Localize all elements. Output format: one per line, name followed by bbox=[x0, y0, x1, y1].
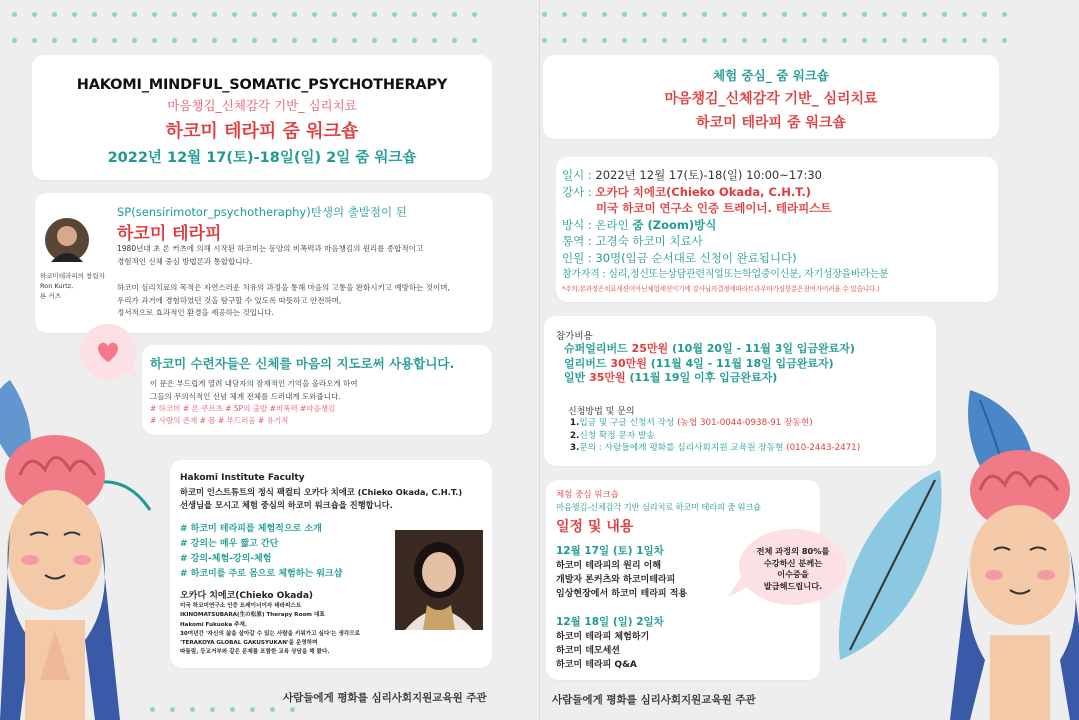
right-poster bbox=[540, 0, 1079, 720]
day2-heading: 12월 18일 (일) 2일차 bbox=[556, 616, 664, 628]
title-kr: 하코미 테라피 줌 워크숍 bbox=[165, 121, 359, 142]
faculty-heading: Hakomi Institute Faculty bbox=[180, 473, 305, 483]
apply-step: 2.신청 확정 문자 발송 bbox=[570, 430, 655, 441]
fees-list bbox=[564, 342, 855, 386]
faculty-bio: 미국 하코미연구소 인증 트레이너이자 테라피스트 IKINOMATSUBARA(生の松原) Therapy Room 대표 Hakomi Fukuoka 주재. 30여년간 '자신의 삶을 살아갈 수 있는 사람을 키워가고 싶다'는 생각으로 'TERAKOYA GLOBAL GAKUSYUKAN'을 운영하며 따돌림, 등교거부와 같은 문제를 포함한 교육 상담을 해 왔다. bbox=[180, 603, 361, 656]
hashtags: # 하코미 # 론 쿠르츠 # SP의 출발 #비폭력 #마음챙김 # 사랑의 존재 # 몸 # 부드러움 # 유기적 bbox=[150, 404, 336, 425]
header-card bbox=[32, 55, 492, 180]
day2-items: 하코미 테라피 체험하기 하코미 데모세션 하코미 테라피 Q&A bbox=[556, 632, 650, 670]
founder-caption: 하코미테라피의 창립자 Ron Kurtz, 론 커츠 bbox=[40, 272, 105, 300]
fees-card bbox=[544, 316, 936, 466]
intro-para1: 1980년대 초 론 커츠에 의해 시작된 하코미는 동양의 비폭력과 마음챙김의 원리를 종합적이고 경험적인 신체 중심 방법론과 통합합니다. bbox=[117, 244, 424, 266]
header-line1: 체험 중심_ 줌 워크숍 bbox=[713, 68, 829, 83]
date-line: 2022년 12월 17(토)-18일(일) 2일 줌 워크숍 bbox=[107, 150, 417, 166]
info-qualification: 참가자격 : 심리,정신또는상담관련직업또는학업중이신분, 자기성장을바라는분 bbox=[562, 268, 889, 280]
header-card bbox=[543, 55, 999, 139]
apply-steps bbox=[570, 417, 860, 455]
practitioners-text: 이 문은 부드럽게 열려 내담자의 잠재적인 기억을 올라오게 하여 그들의 무의식적인 신념 체계 전체를 드러내게 도와줍니다. bbox=[150, 379, 358, 401]
subtitle: 마음챙김_신체감각 기반_ 심리치료 bbox=[167, 98, 357, 113]
left-poster bbox=[0, 0, 539, 720]
decor-dots bbox=[540, 38, 1007, 43]
info-instructor2: 미국 하코미 연구소 인증 트레이너. 테라피스트 bbox=[596, 201, 832, 216]
decor-dots bbox=[540, 12, 1007, 17]
footer-organizer: 사람들에게 평화를 심리사회지원교육원 주관 bbox=[552, 694, 756, 706]
intro-heading-en: SP(sensirimotor_psychotheraphy)탄생의 출발점이 된 bbox=[117, 205, 407, 219]
practitioners-card bbox=[142, 345, 492, 435]
info-method: 줌 (Zoom)방식 bbox=[632, 217, 717, 232]
apply-step: 3.문의 : 사람들에게 평화를 심리사회지원 교육원 장동현 (010-2443-2471) bbox=[570, 443, 861, 453]
schedule-label2: 마음챙김-신체감각 기반 심리치료 하코미 테라피 줌 워크숍 bbox=[556, 502, 761, 512]
info-date: 2022년 12월 17(토)-18(일) 10:00~17:30 bbox=[595, 168, 822, 182]
info-instructor: 오카다 치에코(Chieko Okada, C.H.T.) bbox=[595, 184, 812, 199]
day1-items: 하코미 테라피의 원리 이해 개발자 론커츠와 하코미테라피 임상현장에서 하코미 테라피 적용 bbox=[556, 561, 688, 599]
apply-title: 신청방법 및 문의 bbox=[568, 407, 635, 417]
apply-step: 1.입금 및 구글 신청서 작성 (농협 301-0044-0938-91 장동현) bbox=[570, 418, 813, 428]
leaf-decoration bbox=[830, 470, 950, 670]
schedule-title: 일정 및 내용 bbox=[556, 519, 634, 535]
faculty-card bbox=[170, 460, 492, 668]
info-card bbox=[556, 157, 998, 302]
faculty-desc: 하코미 인스트튜트의 정식 팩컬티 오카다 치에코 (Chieko Okada, C.H.T.) 선생님을 모시고 체험 중심의 하코미 워크숍을 진행합니다. bbox=[180, 487, 463, 510]
fee-row: 슈퍼얼리버드 25만원 (10월 20일 - 11월 3일 입금완료자) bbox=[564, 342, 855, 355]
header-line3: 하코미 테라피 줌 워크숍 bbox=[696, 115, 846, 131]
decor-dots bbox=[12, 12, 477, 17]
fee-row: 얼리버드 30만원 (11월 4일 - 11월 18일 입금완료자) bbox=[564, 356, 834, 370]
meditating-woman-illustration bbox=[0, 380, 160, 720]
header-line2: 마음챙김_신체감각 기반_ 심리치료 bbox=[664, 91, 878, 107]
intro-card bbox=[35, 193, 493, 333]
certificate-note: 전체 과정의 80%를 수강하신 분께는 이수증을 발급해드립니다. bbox=[756, 546, 830, 591]
day1-heading: 12월 17일 (토) 1일차 bbox=[556, 545, 664, 557]
intro-heading-kr: 하코미 테라피 bbox=[117, 224, 222, 244]
info-list: 일시 : 2022년 12월 17(토)-18(일) 10:00~17:30 강사 : 오카다 치에코(Chieko Okada, C.H.T.) 미국 하코미 연구소 인증 트레이너. 테라피스트 방식 : 온라인 줌 (Zoom)방식 통역 : 고경숙 하코미 치료사 인원 : 30명(입금 순서대로 신청이 완료됩니다) 참가자격 : 심리,정신또는상담관련직업또는학업중이신분, 자기성장을바라는분 *주의:본과정은치료세션이아닌체험세션이기에 강사님의결정에따라트라우마가심한분은참여가어려울 수 있습니다.) bbox=[562, 168, 889, 294]
founder-photo bbox=[45, 218, 89, 262]
practitioners-heading: 하코미 수련자들은 신체를 마음의 지도로써 사용합니다. bbox=[150, 356, 455, 371]
faculty-points: # 하코미 테라피를 체험적으로 소개 # 강의는 매우 짧고 간단 # 강의-체험-강의-체험 # 하코미를 주로 몸으로 체험하는 워크샵 bbox=[180, 524, 343, 579]
info-translation: 통역 : 고경숙 하코미 치료사 bbox=[562, 234, 703, 249]
info-note: *주의:본과정은치료세션이아닌체험세션이기에 강사님의결정에따라트라우마가심한분은참여가어려울 수 있습니다.) bbox=[562, 285, 880, 294]
fee-row: 일반 35만원 (11월 19일 이후 입금완료자) bbox=[564, 371, 778, 384]
info-capacity: 인원 : 30명(입금 순서대로 신청이 완료됩니다) bbox=[562, 250, 797, 265]
heart-bubble-icon bbox=[78, 322, 140, 384]
intro-para2: 하코미 심리치료의 목적은 자연스러운 치유의 과정을 통해 마음의 고통을 완화시키고 예방하는 것이며, 우리가 과거에 경험하였던 것을 탐구할 수 있도록 따뜻하고 안전하며, 정서적으로 효과적인 환경을 제공하는 것입니다. bbox=[117, 283, 450, 317]
decor-dots bbox=[150, 707, 295, 712]
decor-dots bbox=[12, 38, 477, 43]
faculty-name: 오카다 치에코(Chieko Okada) bbox=[180, 591, 314, 601]
instructor-photo bbox=[395, 530, 483, 630]
title-en: HAKOMI_MINDFUL_SOMATIC_PSYCHOTHERAPY bbox=[76, 77, 448, 93]
schedule-label1: 체험 중심 워크숍 bbox=[556, 490, 619, 500]
fees-title: 참가비용 bbox=[556, 331, 593, 342]
footer-organizer: 사람들에게 평화를 심리사회지원교육원 주관 bbox=[283, 692, 487, 704]
